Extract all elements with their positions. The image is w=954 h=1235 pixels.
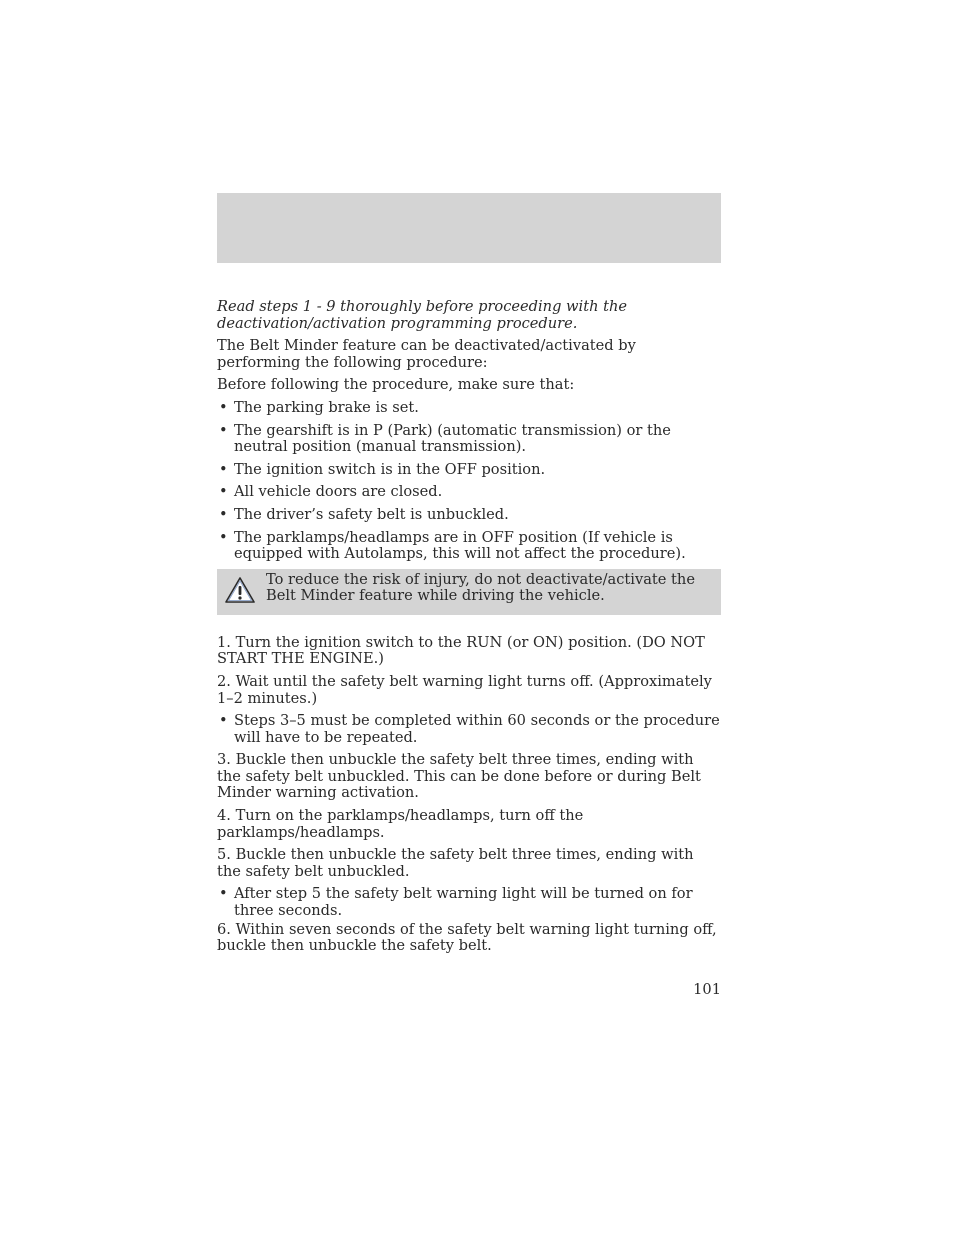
intro-note: Read steps 1 - 9 thoroughly before proceeding with the deactivation/activation programming procedure.	[217, 298, 628, 332]
page-content	[217, 299, 721, 961]
body-paragraph: The Belt Minder feature can be deactivated/activated by performing the following procedure:	[217, 337, 636, 371]
procedure-step: 2. Wait until the safety belt warning light turns off. (Approximately 1–2 minutes.)	[217, 672, 712, 707]
list-item: • The driver’s safety belt is unbuckled.	[217, 507, 721, 524]
note-list	[217, 886, 721, 919]
list-item: • The gearshift is in P (Park) (automatic transmission) or the neutral position (manual transmission).	[217, 423, 721, 456]
page-number: 101	[693, 981, 721, 998]
procedure-step: 5. Buckle then unbuckle the safety belt three times, ending with the safety belt unbuckled.	[217, 846, 694, 880]
warning-text: To reduce the risk of injury, do not deactivate/activate the Belt Minder feature while driving the vehicle.	[266, 570, 695, 605]
warning-triangle-icon	[224, 576, 256, 604]
body-paragraph: Before following the procedure, make sure that:	[217, 376, 575, 394]
section-header-band	[217, 193, 721, 263]
list-item: • After step 5 the safety belt warning light will be turned on for three seconds.	[217, 886, 721, 919]
procedure-step: 1. Turn the ignition switch to the RUN (or ON) position. (DO NOT START THE ENGINE.)	[217, 633, 705, 668]
list-item: • All vehicle doors are closed.	[217, 484, 721, 501]
procedure-step: 6. Within seven seconds of the safety belt warning light turning off, buckle then unbuckle the safety belt.	[217, 920, 717, 955]
list-item: • The parking brake is set.	[217, 400, 721, 417]
list-item: • The ignition switch is in the OFF position.	[217, 462, 721, 479]
list-item: • Steps 3–5 must be completed within 60 seconds or the procedure will have to be repeated.	[217, 713, 721, 746]
warning-box	[217, 569, 721, 615]
list-item: • The parklamps/headlamps are in OFF position (If vehicle is equipped with Autolamps, this will not affect the procedure).	[217, 530, 721, 563]
prerequisite-list	[217, 400, 721, 563]
procedure-step: 4. Turn on the parklamps/headlamps, turn off the parklamps/headlamps.	[217, 807, 584, 841]
procedure-step: 3. Buckle then unbuckle the safety belt three times, ending with the safety belt unbuckled. This can be done before or during Belt Minder warning activation.	[217, 751, 701, 802]
note-list	[217, 713, 721, 746]
